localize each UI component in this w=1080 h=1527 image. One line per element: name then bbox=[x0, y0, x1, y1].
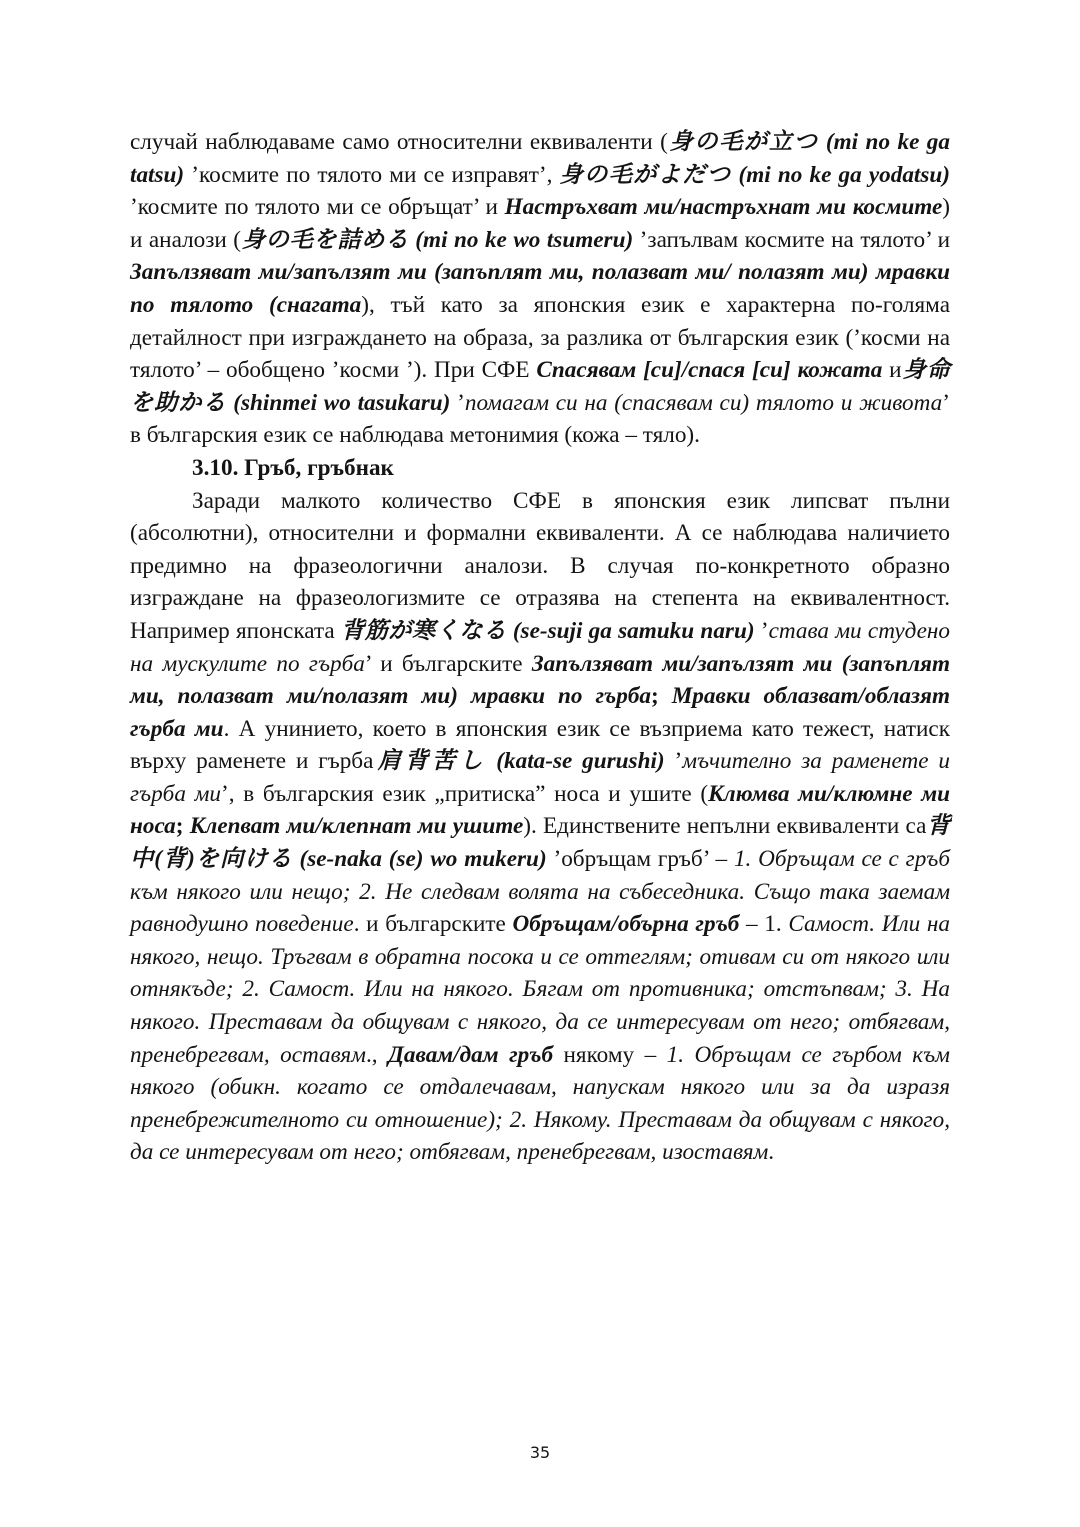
japanese-phrase: 身の毛がよだつ (mi no ke ga yodatsu) bbox=[559, 161, 951, 188]
translation: става ми студено на мускулите по гърба bbox=[130, 617, 951, 677]
japanese-phrase: 背中(背)を向ける (se-naka (se) wo mukeru) bbox=[130, 813, 950, 873]
page-number: 35 bbox=[529, 1443, 551, 1462]
text-run: ’, в българския език „притиска” носа и ушите ( bbox=[221, 780, 709, 807]
text-run: ’космите по тялото ми се изправят’, bbox=[184, 161, 560, 188]
bulgarian-phrase: Настръхват ми/настръхнат ми космите bbox=[504, 194, 943, 221]
bulgarian-phrase: Мравки облазват/облазят гърба ми bbox=[130, 683, 950, 742]
text-run: ’космите по тялото ми се обръщат’ и bbox=[130, 194, 505, 221]
text-run: ; bbox=[650, 683, 672, 710]
body-text bbox=[130, 126, 950, 1169]
definition: 1. Обръщам се с гръб към някого или нещо; 2. Не следвам волята на събеседника. Също така заемам равнодушно поведение bbox=[130, 846, 950, 938]
definition: 1. Обръщам се гърбом към някого (обикн. когато се отдалечавам, напускам някого или за да изразя пренебрежителното си отношение); 2. Някому. Преставам да общувам с някого, да се интересувам от него; отбягвам, пренебрегвам, изоставям bbox=[130, 1041, 950, 1166]
translation: мъчително за раменете и гърба ми bbox=[130, 748, 950, 807]
text-run: ; bbox=[175, 813, 190, 840]
bulgarian-phrase: Запълзяват ми/запълзят ми (запъплят ми, полазват ми/полазят ми) мравки по гърба bbox=[130, 650, 950, 710]
japanese-phrase: 身の毛を詰める (mi no ke wo tsumeru) bbox=[241, 226, 634, 253]
text-run: ’ bbox=[664, 748, 683, 775]
bulgarian-phrase: Давам/дам гръб bbox=[377, 1041, 554, 1068]
japanese-phrase: 身命を助かる (shinmei wo tasukaru) bbox=[130, 357, 950, 416]
definition: Самост. Или на някого, нещо. Тръгвам в обратна посока и се оттеглям; отивам си от някого или отнякъде; 2. Самост. Или на някого. Бягам от противника; отстъпвам; 3. На някого. Преставам да общувам с някого, да се интересувам от него; отбягвам, пренебрегвам, оставям bbox=[130, 911, 950, 1068]
text-run: . А унинието, което в японския език се възприема като тежест, натиск върху раменете и гърба bbox=[130, 715, 950, 775]
bulgarian-phrase: Обръщам/обърна гръб bbox=[512, 911, 740, 938]
bulgarian-phrase: Запълзяват ми/запълзят ми (запъплят ми, полазват ми/ полазят ми) мравки по тялото (снагата bbox=[130, 259, 950, 318]
japanese-phrase: 背筋が寒くなる (se-suji ga samuku naru) bbox=[340, 617, 755, 644]
translation: помагам си на (спасявам си) тялото и живота bbox=[464, 389, 943, 416]
text-run: случай наблюдаваме само относителни еквиваленти ( bbox=[130, 129, 668, 155]
text-run: ’запълвам космите на тялото’ и bbox=[633, 226, 950, 253]
section-heading: 3.10. Гръб, гръбнак bbox=[192, 454, 394, 481]
text-run: ) и аналози ( bbox=[130, 194, 950, 253]
text-run: ’ bbox=[450, 389, 465, 416]
paragraph-2 bbox=[130, 485, 950, 1169]
text-run: ’ в българския език се наблюдава метонимия (кожа – тяло). bbox=[130, 389, 950, 449]
bulgarian-phrase: Клюмва ми/клюмне ми носа bbox=[130, 780, 950, 840]
text-run: някому – bbox=[553, 1041, 667, 1068]
text-run: . и българските bbox=[353, 911, 513, 938]
text-run: и bbox=[882, 357, 902, 384]
text-run: ., bbox=[365, 1041, 378, 1068]
japanese-phrase: 身の毛が立つ (mi no ke ga tatsu) bbox=[130, 129, 950, 188]
text-run: ). Единствените непълни еквиваленти са bbox=[523, 813, 927, 840]
text-run: . bbox=[768, 1139, 775, 1166]
text-run: ’ bbox=[754, 617, 769, 644]
bulgarian-phrase: Спасявам [си]/спася [си] кожата bbox=[536, 357, 883, 384]
text-run: – 1. bbox=[739, 911, 789, 938]
text-run: ’ и българските bbox=[364, 650, 532, 677]
japanese-phrase: 肩背苦し (kata-se gurushi) bbox=[373, 748, 665, 775]
text-run: ’обръщам гръб’ – bbox=[546, 846, 734, 873]
bulgarian-phrase: Клепват ми/клепнат ми ушите bbox=[189, 813, 524, 840]
text-run: Заради малкото количество СФЕ в японския език липсват пълни (абсолютни), относителни и формални еквиваленти. А се наблюдава наличието предимно на фразеологични аналози. В случая по-конкретното образно изграждане на фразеологизмите се отразява на степента на еквивалентност. Например японската bbox=[130, 487, 950, 644]
text-run: ), тъй като за японския език е характерна по-голяма детайлност при изграждането на образа, за разлика от българския език (’косми на тялото’ – обобщено ’косми ’). При СФЕ bbox=[130, 291, 950, 384]
paragraph-1 bbox=[130, 126, 950, 452]
